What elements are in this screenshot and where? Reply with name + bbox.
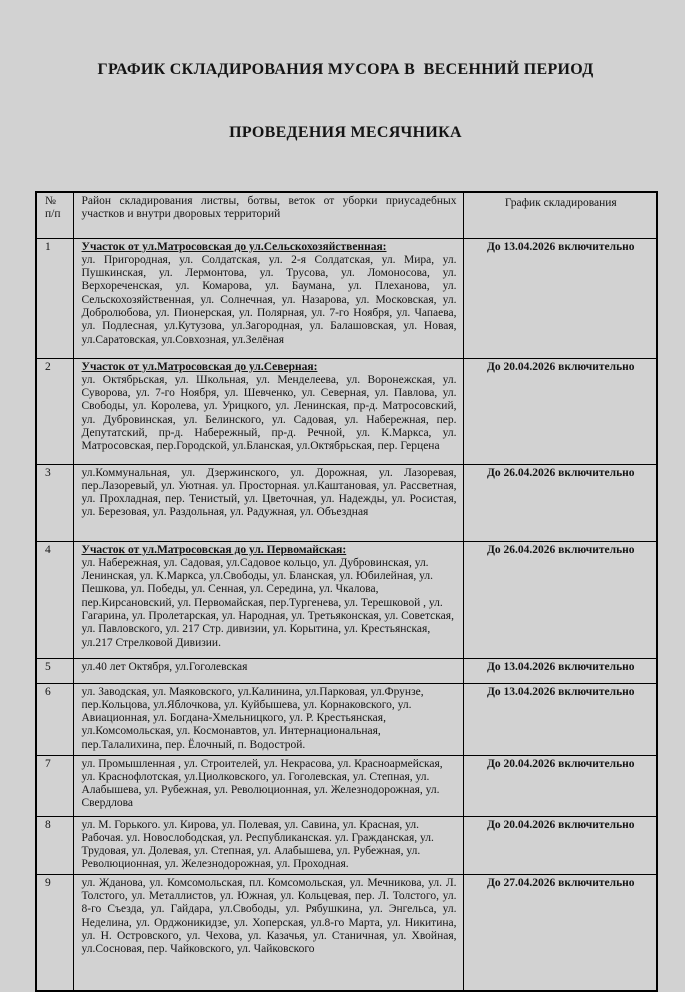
table-header-row [36,192,657,238]
table-row [36,358,657,464]
schedule-cell: До 13.04.2026 включительно [463,658,657,683]
section-heading: Участок от ул.Матросовская до ул.Северная: [81,360,318,373]
row-number: 8 [36,816,73,874]
document-title-line-1: ГРАФИК СКЛАДИРОВАНИЯ МУСОРА В ВЕСЕННИЙ ПЕРИОД [97,61,594,78]
table-row [36,541,657,658]
schedule-cell: До 20.04.2026 включительно [463,755,657,816]
document-title [35,17,656,185]
table-row [36,238,657,358]
street-list: ул. Набережная, ул. Садовая, ул.Садовое кольцо, ул. Дубровинская, ул. Ленинская, ул. К.Маркса, ул.Свободы, ул. Бланская, ул. Юбилейная, ул. Пешкова, ул. Победы, ул. Сенная, ул. Середина, ул. Чкалова, пер.Кирсановский, ул. Первомайская, пер.Тургенева, ул. Терешковой , ул. Гагарина, ул. Пролетарская, ул. Народная, ул. Третьяконская, ул. Советская, ул. Павловского, ул. 217 Стр. дивизии, ул. Корытина, ул. Крестьянская, ул.217 Стрелковой Дивизии. [81,556,454,649]
schedule-cell: До 27.04.2026 включительно [463,874,657,991]
row-number: 1 [36,238,73,358]
row-number: 5 [36,658,73,683]
row-number: 3 [36,464,73,541]
street-list: ул.Коммунальная, ул. Дзержинского, ул. Дорожная, ул. Лазоревая, пер.Лазоревый, ул. Уютная. ул. Просторная. ул.Каштановая, ул. Рассветная, ул. Прохладная, пер. Тенистый, ул. Цветочная, ул. Надежды, ул. Росистая, ул. Березовая, ул. Раздольная, ул. Радужная, ул. Объездная [81,466,457,519]
street-list: ул. Октябрьская, ул. Школьная, ул. Менделеева, ул. Воронежская, ул. Суворова, ул. 7-го Ноября, ул. Шевченко, ул. Северная, ул. Павлова, ул. Свободы, ул. Королева, ул. Урицкого, ул. Ленинская, пр-д. Матросовский, ул. Дубровинская, ул. Белинского, ул. Садовая, ул. Набережная, пер. Депутатский, пр-д. Набережный, пр-д. Речной, ул. К.Маркса, ул. Матросовская, пер.Городской, ул.Бланская, ул.Октябрьская, пер. Герцена [81,373,457,453]
document-title-line-2: ПРОВЕДЕНИЯ МЕСЯЧНИКА [229,124,462,141]
section-heading: Участок от ул.Матросовская до ул. Первомайская: [81,543,347,556]
section-heading: Участок от ул.Матросовская до ул.Сельскохозяйственная: [81,240,387,253]
col-header-district: Район складирования листвы, ботвы, веток от уборки приусадебных участков и внутри дворовых территорий [73,192,463,238]
street-list: ул. Промышленная , ул. Строителей, ул. Некрасова, ул. Красноармейская, ул. Краснофлотская, ул.Циолковского, ул. Гоголевская, ул. Степная, ул. Алабышева, ул. Рубежная, ул. Революционная, ул. Железнодорожная, ул. Свердлова [81,757,443,810]
schedule-cell: До 20.04.2026 включительно [463,358,657,464]
table-row [36,874,657,991]
row-number: 7 [36,755,73,816]
schedule-cell: До 20.04.2026 включительно [463,816,657,874]
col-header-schedule: График складирования [463,192,657,238]
table-row [36,816,657,874]
col-header-number: № п/п [36,192,73,238]
table-row [36,464,657,541]
street-list: ул. Жданова, ул. Комсомольская, пл. Комсомольская, ул. Мечникова, ул. Л. Толстого, ул. Металлистов, ул. Южная, ул. Кольцевая, пер. Л. Толстого, ул. 8-го Съезда, ул. Гайдара, ул.Свободы, ул. Рябушкина, ул. Энгельса, ул. Неделина, ул. Орджоникидзе, ул. Хоперская, ул.8-го Марта, ул. Никитина, ул. Н. Островского, ул. Чехова, ул. Казачья, ул. Станичная, ул. Хвойная, ул.Сосновая, пер. Чайковского, ул. Чайковского [81,876,457,956]
street-list: ул.40 лет Октября, ул.Гоголевская [81,660,248,673]
row-number: 2 [36,358,73,464]
schedule-cell: До 26.04.2026 включительно [463,464,657,541]
table-row [36,755,657,816]
street-list: ул. Заводская, ул. Маяковского, ул.Калинина, ул.Парковая, ул.Фрунзе, пер.Кольцова, ул.Яблочкова, ул. Куйбышева, ул. Корнаковского, ул. Авиационная, ул. Богдана-Хмельницкого, ул. Р. Крестьянская, ул.Комсомольская, ул. Космонавтов, ул. Интернациональная, пер.Талалихина, пер. Ёлочный, п. Водострой. [81,685,424,751]
schedule-cell: До 13.04.2026 включительно [463,683,657,755]
schedule-table [35,191,658,992]
table-row [36,658,657,683]
schedule-cell: До 26.04.2026 включительно [463,541,657,658]
row-number: 6 [36,683,73,755]
street-list: ул. М. Горького. ул. Кирова, ул. Полевая, ул. Савина, ул. Красная, ул. Рабочая. ул. Новослободская, ул. Республиканская. ул. Гражданская, ул. Трудовая, ул. Долевая, ул. Степная, ул. Алабышева, ул. Рубежная, ул. Революционная, ул. Железнодорожная, ул. Проходная. [81,818,434,871]
row-number: 4 [36,541,73,658]
table-row [36,683,657,755]
street-list: ул. Пригородная, ул. Солдатская, ул. 2-я Солдатская, ул. Мира, ул. Пушкинская, ул. Лермонтова, ул. Трусова, ул. Ломоносова, ул. Верхореченская, ул. Комарова, ул. Баумана, ул. Плеханова, ул. Сельскохозяйственная, ул. Солнечная, ул. Назарова, ул. Московская, ул. Добролюбова, ул. Пионерская, ул. Полярная, ул. 7-го Ноября, ул. Чапаева, ул. Подлесная, ул.Кутузова, ул.Загородная, ул. Балашовская, ул. Новая, ул.Саратовская, ул.Совхозная, ул.Зелёная [81,253,457,346]
row-number: 9 [36,874,73,991]
schedule-cell: До 13.04.2026 включительно [463,238,657,358]
